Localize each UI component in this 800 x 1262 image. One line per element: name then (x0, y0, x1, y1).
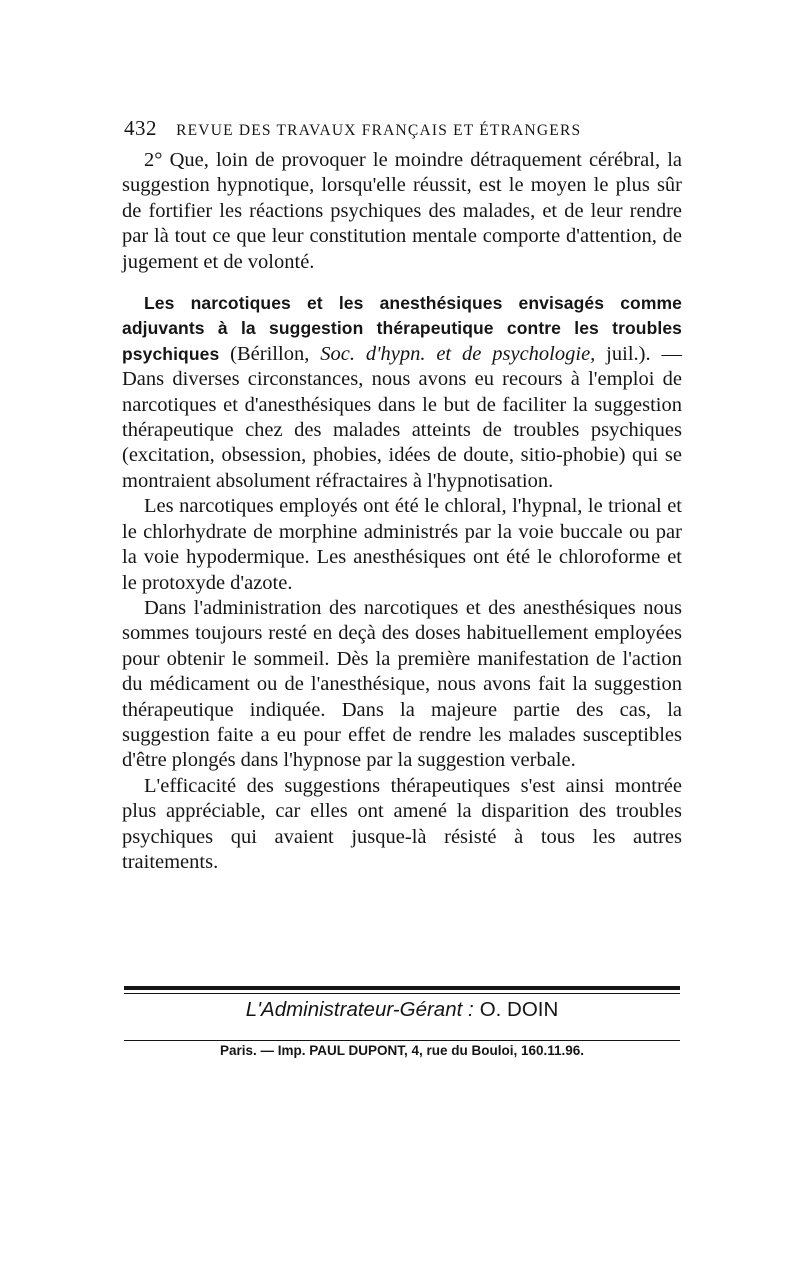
printer-imprint: Paris. — Imp. PAUL DUPONT, 4, rue du Bouloi, 160.11.96. (219, 1043, 585, 1058)
body-text (122, 148, 682, 875)
paragraph-section (122, 291, 682, 494)
paragraph-narcotics: Les narcotiques employés ont été le chloral, l'hypnal, le trional et le chlorhydrate de morphine administrés par la voie buccale ou par la voie hypodermique. Les anesthésiques ont été le chloroforme et le protoxyde d'azote. (122, 495, 682, 594)
page-header (124, 116, 684, 140)
paragraph-administration: Dans l'administration des narcotiques et des anesthésiques nous sommes toujours resté en deçà des doses habituellement employées pour obtenir le sommeil. Dès la première manifestation de l'action du médicament ou de l'anesthésique, nous avons fait la suggestion thérapeutique indiquée. Dans la majeure partie des cas, la suggestion faite a eu pour effet de rendre les malades susceptibles d'être plongés dans l'hypnose par la suggestion verbale. (122, 596, 682, 772)
paragraph-efficacy: L'efficacité des suggestions thérapeutiques s'est ainsi montrée plus appréciable, car elles ont amené la disparition des troubles psychiques qui avaient jusque-là résisté à tous les autres traitements. (122, 774, 682, 873)
administrator-line (124, 998, 680, 1022)
footer-double-rule (124, 986, 680, 994)
citation-journal: Soc. d'hypn. et de psychologie, (320, 342, 596, 365)
running-head: REVUE DES TRAVAUX FRANÇAIS ET ÉTRANGERS (176, 122, 582, 139)
citation-open: (Bérillon, (219, 342, 321, 365)
administrator-label: L'Administrateur-Gérant : (245, 998, 474, 1021)
footer-bottom-rule (124, 1040, 680, 1041)
paragraph-conclusion: 2° Que, loin de provoquer le moindre détraquement cérébral, la suggestion hypnotique, lorsqu'elle réussit, est le moyen le plus sûr de fortifier les réactions psychiques des malades, et de leur rendre par là tout ce que leur constitution mentale comporte d'attention, de jugement et de volonté. (122, 149, 682, 273)
section-title: Les narcotiques et les anesthésiques envisagés comme adjuvants à la suggestion thérapeutique contre les troubles psychiques (122, 293, 682, 364)
rule-thin (124, 993, 680, 994)
rule-thick (124, 986, 680, 990)
page-number: 432 (124, 116, 157, 140)
administrator-name: O. DOIN (479, 998, 559, 1021)
citation-close: juil.). — Dans diverses circonstances, nous avons eu recours à l'emploi de narcotiques et d'anesthésiques dans le but de faciliter la suggestion thérapeutique chez des malades atteints de troubles psychiques (excitation, obsession, phobies, idées de doute, sitio-phobie) qui se montraient absolument réfractaires à l'hypnotisation. (122, 342, 682, 492)
